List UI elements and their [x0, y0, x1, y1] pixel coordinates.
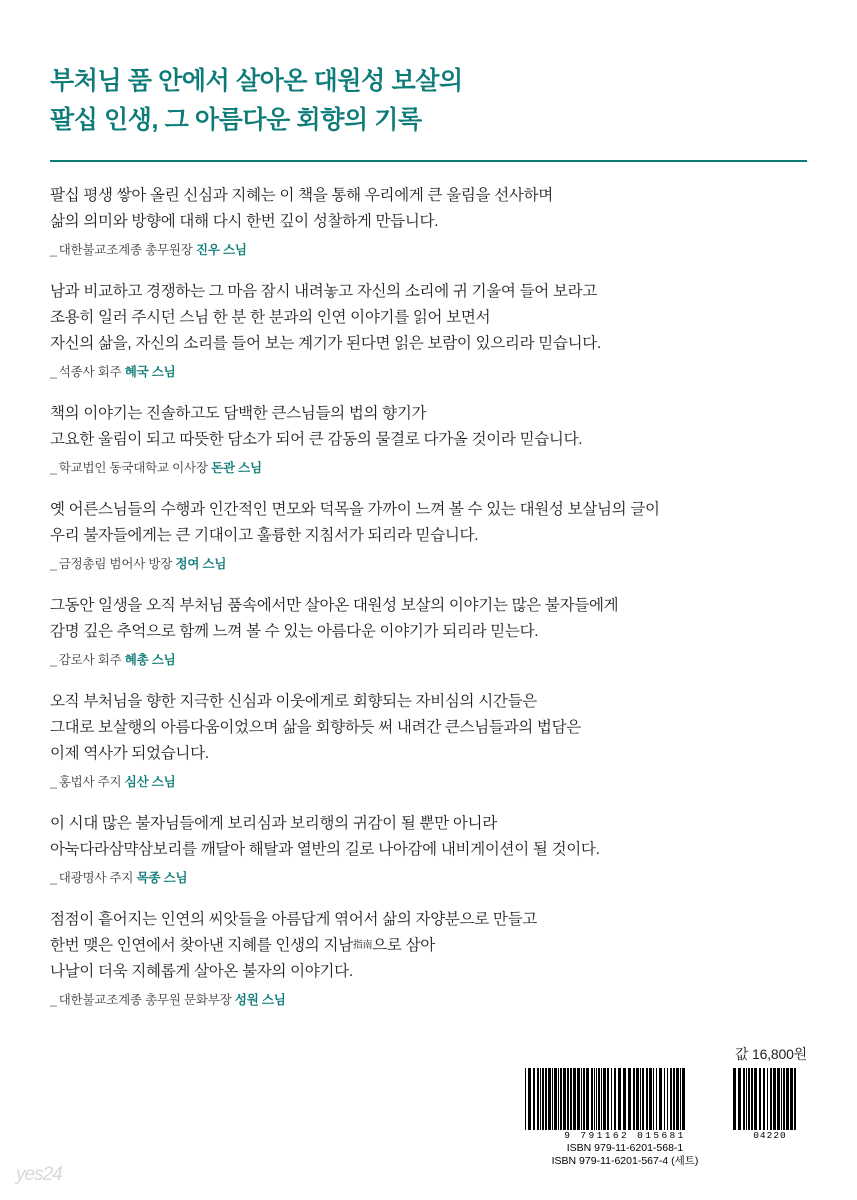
- attribution-dash: _: [50, 243, 57, 257]
- page-title: [50, 62, 810, 140]
- attribution-name: 진우 스님: [195, 243, 247, 257]
- endorsement-line: 그대로 보살행의 아름다움이었으며 삶을 회향하듯 써 내려간 큰스님들과의 법담은: [50, 719, 581, 736]
- endorsement-attribution: [50, 362, 820, 380]
- attribution-name: 혜국 스님: [124, 365, 176, 379]
- endorsement-block: [50, 497, 820, 572]
- endorsement-line: 우리 불자들에게는 큰 기대이고 훌륭한 지침서가 되리라 믿습니다.: [50, 527, 479, 544]
- endorsement-line: 남과 비교하고 경쟁하는 그 마음 잠시 내려놓고 자신의 소리에 귀 기울여 들어 보라고: [50, 283, 597, 300]
- attribution-name: 혜총 스님: [124, 653, 176, 667]
- endorsement-line: 아눅다라삼먁삼보리를 깨달아 해탈과 열반의 길로 나아감에 내비게이션이 될 것이다.: [50, 841, 600, 858]
- attribution-role: 대광명사 주지: [58, 871, 134, 885]
- site-watermark: yes24: [16, 1164, 62, 1185]
- barcode-digits: 9 791162 015681: [564, 1130, 686, 1141]
- endorsement-block: [50, 401, 820, 476]
- endorsement-block: [50, 811, 820, 886]
- attribution-name: 성원 스님: [234, 993, 286, 1007]
- endorsement-block: [50, 689, 820, 790]
- endorsement-line: 자신의 삶을, 자신의 소리를 들어 보는 계기가 된다면 읽은 보람이 있으리라 믿습니다.: [50, 335, 601, 352]
- endorsement-block: [50, 279, 820, 380]
- endorsement-attribution: [50, 240, 820, 258]
- attribution-dash: _: [50, 557, 57, 571]
- endorsement-attribution: [50, 868, 820, 886]
- isbn-block: [525, 1142, 725, 1168]
- attribution-role: 감로사 회주: [58, 653, 122, 667]
- attribution-dash: _: [50, 653, 57, 667]
- endorsement-block: [50, 907, 820, 1008]
- endorsement-attribution: [50, 458, 820, 476]
- attribution-role: 학교법인 동국대학교 이사장: [58, 461, 208, 475]
- attribution-role: 홍법사 주지: [58, 775, 122, 789]
- page-title-line-1: 부처님 품 안에서 살아온 대원성 보살의: [50, 67, 463, 95]
- barcode-ean13: [525, 1068, 725, 1130]
- endorsement-line: 한번 맺은 인연에서 찾아낸 지혜를 인생의 지남$^{指南}$으로 삼아: [50, 937, 435, 954]
- isbn-primary: ISBN 979-11-6201-568-1: [566, 1142, 684, 1154]
- attribution-name: 정여 스님: [175, 557, 227, 571]
- attribution-name: 목종 스님: [136, 871, 188, 885]
- endorsement-list: [50, 183, 820, 1029]
- attribution-dash: _: [50, 365, 57, 379]
- endorsement-line: 이 시대 많은 불자님들에게 보리심과 보리행의 귀감이 될 뿐만 아니라: [50, 815, 497, 832]
- endorsement-attribution: [50, 772, 820, 790]
- endorsement-line: 나날이 더욱 지혜롭게 살아온 불자의 이야기다.: [50, 963, 353, 980]
- endorsement-attribution: [50, 554, 820, 572]
- attribution-dash: _: [50, 871, 57, 885]
- attribution-role: 석종사 회주: [58, 365, 122, 379]
- endorsement-line: 그동안 일생을 오직 부처님 품속에서만 살아온 대원성 보살의 이야기는 많은 불자들에게: [50, 597, 619, 614]
- attribution-role: 금정총림 범어사 방장: [58, 557, 173, 571]
- attribution-role: 대한불교조계종 총무원 문화부장: [58, 993, 232, 1007]
- endorsement-line: 조용히 일러 주시던 스님 한 분 한 분과의 인연 이야기를 읽어 보면서: [50, 309, 491, 326]
- endorsement-line: 삶의 의미와 방향에 대해 다시 한번 깊이 성찰하게 만듭니다.: [50, 213, 439, 230]
- price-label: 값 16,800원: [735, 1046, 807, 1062]
- attribution-dash: _: [50, 461, 57, 475]
- endorsement-line: 점점이 흩어지는 인연의 씨앗들을 아름답게 엮어서 삶의 자양분으로 만들고: [50, 911, 537, 928]
- divider: [50, 160, 807, 162]
- endorsement-block: [50, 183, 820, 258]
- endorsement-line: 옛 어른스님들의 수행과 인간적인 면모와 덕목을 가까이 느껴 볼 수 있는 대원성 보살님의 글이: [50, 501, 660, 518]
- endorsement-line: 책의 이야기는 진솔하고도 담백한 큰스님들의 법의 향기가: [50, 405, 427, 422]
- endorsement-line: 감명 깊은 추억으로 함께 느껴 볼 수 있는 아름다운 이야기가 되리라 믿는다.: [50, 623, 539, 640]
- endorsement-line: 이제 역사가 되었습니다.: [50, 745, 209, 762]
- endorsement-attribution: [50, 990, 820, 1008]
- barcode-area: [525, 1068, 807, 1167]
- barcode-addon-digits: 04220: [753, 1130, 787, 1141]
- barcode-addon: [733, 1068, 807, 1130]
- endorsement-line: 오직 부처님을 향한 지극한 신심과 이웃에게로 회향되는 자비심의 시간들은: [50, 693, 537, 710]
- endorsement-attribution: [50, 650, 820, 668]
- page-title-line-2: 팔십 인생, 그 아름다운 회향의 기록: [50, 106, 422, 134]
- endorsement-line: 고요한 울림이 되고 따뜻한 담소가 되어 큰 감동의 물결로 다가올 것이라 믿습니다.: [50, 431, 583, 448]
- endorsement-line: 팔십 평생 쌓아 올린 신심과 지혜는 이 책을 통해 우리에게 큰 울림을 선사하며: [50, 187, 553, 204]
- endorsement-block: [50, 593, 820, 668]
- attribution-dash: _: [50, 993, 57, 1007]
- isbn-set: ISBN 979-11-6201-567-4 (세트): [551, 1155, 699, 1167]
- hanja-gloss: 指南: [352, 940, 373, 951]
- attribution-name: 돈관 스님: [211, 461, 262, 475]
- attribution-name: 심산 스님: [124, 775, 176, 789]
- attribution-dash: _: [50, 775, 57, 789]
- attribution-role: 대한불교조계종 총무원장: [58, 243, 193, 257]
